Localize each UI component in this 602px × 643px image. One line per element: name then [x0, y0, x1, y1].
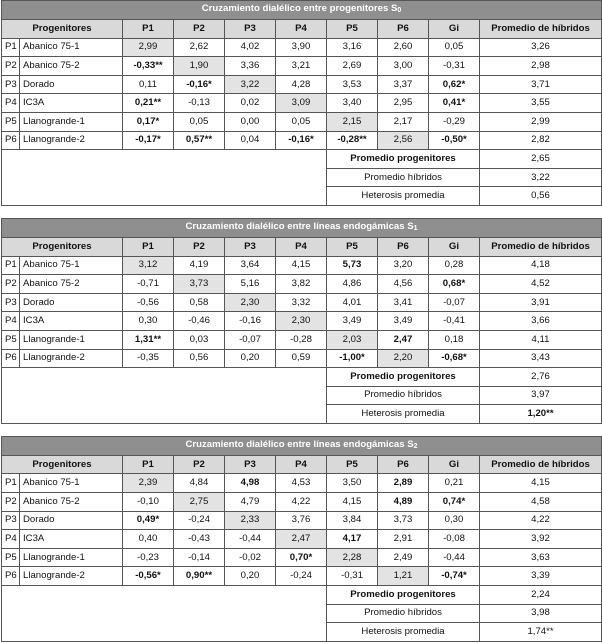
- value-cell: 1,31**: [123, 330, 174, 349]
- value-cell: 4,22: [276, 493, 327, 512]
- row-code: P6: [2, 567, 20, 586]
- value-cell: 4,84: [174, 474, 225, 493]
- diallel-table-3: [1, 436, 602, 642]
- row-code: P3: [2, 75, 20, 94]
- value-cell: -0,07: [429, 293, 480, 312]
- summary-value: 1,20**: [480, 405, 602, 424]
- value-cell: 2,56: [378, 131, 429, 150]
- value-cell: 3,21: [276, 57, 327, 76]
- value-cell: 0,40: [123, 530, 174, 549]
- value-cell: 2,98: [480, 57, 602, 76]
- table-row: [2, 349, 602, 368]
- row-code: P1: [2, 38, 20, 57]
- column-header: P6: [378, 237, 429, 256]
- value-cell: 0,59: [276, 349, 327, 368]
- value-cell: 0,04: [225, 131, 276, 150]
- row-code: P1: [2, 256, 20, 275]
- value-cell: -0,23: [123, 548, 174, 567]
- value-cell: -0,68*: [429, 349, 480, 368]
- value-cell: -0,46: [174, 312, 225, 331]
- value-cell: 3,49: [378, 312, 429, 331]
- summary-label: Heterosis promedia: [327, 405, 480, 424]
- value-cell: -0,13: [174, 94, 225, 113]
- value-cell: 0,21**: [123, 94, 174, 113]
- value-cell: 2,47: [378, 330, 429, 349]
- value-cell: 2,91: [378, 530, 429, 549]
- table-row: [2, 474, 602, 493]
- row-name: Llanogrande-1: [20, 112, 123, 131]
- value-cell: 0,05: [174, 112, 225, 131]
- row-code: P4: [2, 530, 20, 549]
- summary-value: 3,97: [480, 386, 602, 405]
- value-cell: 3,90: [276, 38, 327, 57]
- column-header: Gi: [429, 237, 480, 256]
- row-code: P3: [2, 511, 20, 530]
- column-header: P6: [378, 455, 429, 474]
- value-cell: 4,11: [480, 330, 602, 349]
- value-cell: 4,15: [276, 256, 327, 275]
- value-cell: -0,33**: [123, 57, 174, 76]
- value-cell: 3,66: [480, 312, 602, 331]
- column-header: Progenitores: [2, 237, 123, 256]
- value-cell: 4,15: [480, 474, 602, 493]
- table-row: [2, 57, 602, 76]
- value-cell: -0,08: [429, 530, 480, 549]
- value-cell: -0,50*: [429, 131, 480, 150]
- value-cell: 0,68*: [429, 275, 480, 294]
- column-header: P4: [276, 20, 327, 39]
- value-cell: -0,17*: [123, 131, 174, 150]
- value-cell: 4,17: [327, 530, 378, 549]
- value-cell: 4,18: [480, 256, 602, 275]
- row-name: Dorado: [20, 75, 123, 94]
- value-cell: 3,53: [327, 75, 378, 94]
- row-code: P4: [2, 94, 20, 113]
- row-code: P6: [2, 131, 20, 150]
- table-title-subscript: 1: [413, 224, 418, 232]
- value-cell: 4,98: [225, 474, 276, 493]
- table-title-subscript: 0: [397, 7, 402, 14]
- value-cell: 4,28: [276, 75, 327, 94]
- diallel-table-1: [1, 0, 602, 206]
- column-header: P1: [123, 455, 174, 474]
- value-cell: 4,02: [225, 38, 276, 57]
- value-cell: -0,29: [429, 112, 480, 131]
- table-title: [2, 436, 602, 455]
- value-cell: 4,53: [276, 474, 327, 493]
- value-cell: 3,71: [480, 75, 602, 94]
- row-code: P5: [2, 330, 20, 349]
- column-header: P3: [225, 455, 276, 474]
- row-name: Llanogrande-2: [20, 567, 123, 586]
- table-row: [2, 493, 602, 512]
- table-row: [2, 256, 602, 275]
- value-cell: -0,35: [123, 349, 174, 368]
- row-code: P5: [2, 112, 20, 131]
- value-cell: 2,89: [378, 474, 429, 493]
- value-cell: 2,69: [327, 57, 378, 76]
- value-cell: 5,73: [327, 256, 378, 275]
- value-cell: 0,30: [123, 312, 174, 331]
- table-gap: [0, 424, 602, 436]
- row-name: Dorado: [20, 511, 123, 530]
- value-cell: -0,56*: [123, 567, 174, 586]
- row-code: P3: [2, 293, 20, 312]
- table-title: [2, 218, 602, 237]
- value-cell: 2,95: [378, 94, 429, 113]
- row-code: P2: [2, 275, 20, 294]
- value-cell: 3,12: [123, 256, 174, 275]
- value-cell: 2,30: [276, 312, 327, 331]
- value-cell: -0,56: [123, 293, 174, 312]
- value-cell: -0,28**: [327, 131, 378, 150]
- table-row: [2, 131, 602, 150]
- table-row: [2, 330, 602, 349]
- value-cell: -0,16*: [276, 131, 327, 150]
- value-cell: 1,21: [378, 567, 429, 586]
- table-row: [2, 75, 602, 94]
- column-header: P5: [327, 20, 378, 39]
- table-title: [2, 1, 602, 20]
- value-cell: 2,20: [378, 349, 429, 368]
- value-cell: 0,30: [429, 511, 480, 530]
- value-cell: 2,49: [378, 548, 429, 567]
- value-cell: 4,01: [327, 293, 378, 312]
- table-row: [2, 38, 602, 57]
- table-row: [2, 312, 602, 331]
- value-cell: -0,10: [123, 493, 174, 512]
- value-cell: 3,36: [225, 57, 276, 76]
- row-name: Abanico 75-1: [20, 256, 123, 275]
- row-name: Llanogrande-1: [20, 330, 123, 349]
- value-cell: 2,99: [480, 112, 602, 131]
- value-cell: 4,89: [378, 493, 429, 512]
- value-cell: 4,15: [327, 493, 378, 512]
- table-title-text: Cruzamiento dialélico entre progenitores S: [201, 3, 398, 14]
- value-cell: 3,73: [378, 511, 429, 530]
- value-cell: 0,62*: [429, 75, 480, 94]
- table-title-subscript: 2: [413, 442, 418, 450]
- value-cell: 3,22: [225, 75, 276, 94]
- table-row: [2, 293, 602, 312]
- row-name: IC3A: [20, 94, 123, 113]
- value-cell: -0,14: [174, 548, 225, 567]
- value-cell: 4,22: [480, 511, 602, 530]
- summary-label: Promedio progenitores: [327, 150, 480, 169]
- value-cell: 3,82: [276, 275, 327, 294]
- value-cell: -0,74*: [429, 567, 480, 586]
- column-header: P5: [327, 237, 378, 256]
- row-name: IC3A: [20, 312, 123, 331]
- value-cell: 0,20: [225, 349, 276, 368]
- value-cell: 2,30: [225, 293, 276, 312]
- value-cell: 0,57**: [174, 131, 225, 150]
- value-cell: -0,44: [429, 548, 480, 567]
- column-header: P5: [327, 455, 378, 474]
- value-cell: 3,76: [276, 511, 327, 530]
- value-cell: 4,19: [174, 256, 225, 275]
- value-cell: 3,20: [378, 256, 429, 275]
- row-name: Abanico 75-2: [20, 493, 123, 512]
- value-cell: -0,43: [174, 530, 225, 549]
- column-header: P1: [123, 20, 174, 39]
- value-cell: 4,58: [480, 493, 602, 512]
- summary-value: 2,76: [480, 368, 602, 387]
- value-cell: 4,56: [378, 275, 429, 294]
- table-row: [2, 94, 602, 113]
- value-cell: 3,64: [225, 256, 276, 275]
- value-cell: 3,37: [378, 75, 429, 94]
- column-header: Gi: [429, 455, 480, 474]
- value-cell: -0,31: [327, 567, 378, 586]
- summary-blank: [2, 150, 327, 206]
- value-cell: 2,03: [327, 330, 378, 349]
- value-cell: 4,79: [225, 493, 276, 512]
- value-cell: -0,02: [225, 548, 276, 567]
- table-title-text: Cruzamiento dialélico entre líneas endogámicas S: [185, 220, 414, 232]
- value-cell: 5,16: [225, 275, 276, 294]
- value-cell: 3,41: [378, 293, 429, 312]
- value-cell: 2,15: [327, 112, 378, 131]
- column-header: P4: [276, 237, 327, 256]
- summary-blank: [2, 368, 327, 424]
- value-cell: 2,39: [123, 474, 174, 493]
- value-cell: -0,16*: [174, 75, 225, 94]
- value-cell: -0,16: [225, 312, 276, 331]
- value-cell: 0,49*: [123, 511, 174, 530]
- value-cell: 0,28: [429, 256, 480, 275]
- row-code: P4: [2, 312, 20, 331]
- table-row: [2, 275, 602, 294]
- value-cell: 3,16: [327, 38, 378, 57]
- value-cell: 0,11: [123, 75, 174, 94]
- row-code: P2: [2, 493, 20, 512]
- column-header: Progenitores: [2, 455, 123, 474]
- column-header: Gi: [429, 20, 480, 39]
- summary-label: Promedio híbridos: [327, 168, 480, 187]
- value-cell: -0,07: [225, 330, 276, 349]
- row-code: P2: [2, 57, 20, 76]
- diallel-table-2: [1, 218, 602, 424]
- value-cell: 3,50: [327, 474, 378, 493]
- value-cell: 3,43: [480, 349, 602, 368]
- summary-value: 2,24: [480, 586, 602, 605]
- row-name: Llanogrande-2: [20, 131, 123, 150]
- value-cell: 2,82: [480, 131, 602, 150]
- value-cell: 2,99: [123, 38, 174, 57]
- summary-value: 3,98: [480, 604, 602, 623]
- value-cell: 0,74*: [429, 493, 480, 512]
- column-header: Promedio de híbridos: [480, 20, 602, 39]
- column-header: Promedio de híbridos: [480, 455, 602, 474]
- row-name: Abanico 75-2: [20, 275, 123, 294]
- value-cell: 1,90: [174, 57, 225, 76]
- row-name: IC3A: [20, 530, 123, 549]
- value-cell: 3,09: [276, 94, 327, 113]
- value-cell: 2,28: [327, 548, 378, 567]
- value-cell: -1,00*: [327, 349, 378, 368]
- summary-value: 1,74**: [480, 623, 602, 642]
- value-cell: 3,63: [480, 548, 602, 567]
- summary-value: 0,56: [480, 187, 602, 206]
- value-cell: 2,47: [276, 530, 327, 549]
- summary-label: Promedio progenitores: [327, 586, 480, 605]
- row-name: Dorado: [20, 293, 123, 312]
- value-cell: 0,70*: [276, 548, 327, 567]
- value-cell: 0,03: [174, 330, 225, 349]
- column-header: P2: [174, 455, 225, 474]
- value-cell: 3,49: [327, 312, 378, 331]
- summary-label: Promedio híbridos: [327, 604, 480, 623]
- value-cell: 3,55: [480, 94, 602, 113]
- table-row: [2, 112, 602, 131]
- value-cell: 0,20: [225, 567, 276, 586]
- summary-value: 3,22: [480, 168, 602, 187]
- column-header: Progenitores: [2, 20, 123, 39]
- table-row: [2, 511, 602, 530]
- row-name: Abanico 75-2: [20, 57, 123, 76]
- value-cell: 3,73: [174, 275, 225, 294]
- value-cell: 2,33: [225, 511, 276, 530]
- row-name: Abanico 75-1: [20, 474, 123, 493]
- value-cell: 0,05: [429, 38, 480, 57]
- column-header: P6: [378, 20, 429, 39]
- table-gap: [0, 206, 602, 218]
- summary-label: Heterosis promedia: [327, 623, 480, 642]
- value-cell: 0,41*: [429, 94, 480, 113]
- value-cell: -0,24: [174, 511, 225, 530]
- value-cell: 2,62: [174, 38, 225, 57]
- column-header: Promedio de híbridos: [480, 237, 602, 256]
- column-header: P2: [174, 237, 225, 256]
- value-cell: 3,84: [327, 511, 378, 530]
- value-cell: -0,41: [429, 312, 480, 331]
- row-code: P1: [2, 474, 20, 493]
- value-cell: 0,05: [276, 112, 327, 131]
- value-cell: 3,39: [480, 567, 602, 586]
- value-cell: 3,40: [327, 94, 378, 113]
- row-name: Abanico 75-1: [20, 38, 123, 57]
- value-cell: 4,52: [480, 275, 602, 294]
- value-cell: -0,44: [225, 530, 276, 549]
- value-cell: 3,00: [378, 57, 429, 76]
- row-name: Llanogrande-1: [20, 548, 123, 567]
- value-cell: 3,32: [276, 293, 327, 312]
- column-header: P1: [123, 237, 174, 256]
- summary-label: Promedio progenitores: [327, 368, 480, 387]
- value-cell: -0,71: [123, 275, 174, 294]
- row-code: P5: [2, 548, 20, 567]
- value-cell: 0,21: [429, 474, 480, 493]
- table-title-text: Cruzamiento dialélico entre líneas endogámicas S: [185, 438, 414, 450]
- value-cell: 2,75: [174, 493, 225, 512]
- value-cell: 3,91: [480, 293, 602, 312]
- summary-blank: [2, 586, 327, 642]
- table-row: [2, 567, 602, 586]
- value-cell: 3,26: [480, 38, 602, 57]
- value-cell: 4,86: [327, 275, 378, 294]
- table-row: [2, 548, 602, 567]
- summary-value: 2,65: [480, 150, 602, 169]
- value-cell: 3,92: [480, 530, 602, 549]
- summary-label: Promedio híbridos: [327, 386, 480, 405]
- value-cell: 2,60: [378, 38, 429, 57]
- column-header: P3: [225, 237, 276, 256]
- column-header: P2: [174, 20, 225, 39]
- column-header: P3: [225, 20, 276, 39]
- table-row: [2, 530, 602, 549]
- value-cell: -0,28: [276, 330, 327, 349]
- row-code: P6: [2, 349, 20, 368]
- value-cell: -0,24: [276, 567, 327, 586]
- value-cell: 0,58: [174, 293, 225, 312]
- value-cell: 0,18: [429, 330, 480, 349]
- row-name: Llanogrande-2: [20, 349, 123, 368]
- value-cell: 0,02: [225, 94, 276, 113]
- value-cell: 0,17*: [123, 112, 174, 131]
- value-cell: 0,56: [174, 349, 225, 368]
- summary-label: Heterosis promedia: [327, 187, 480, 206]
- value-cell: 0,90**: [174, 567, 225, 586]
- value-cell: -0,31: [429, 57, 480, 76]
- value-cell: 2,17: [378, 112, 429, 131]
- column-header: P4: [276, 455, 327, 474]
- value-cell: 0,00: [225, 112, 276, 131]
